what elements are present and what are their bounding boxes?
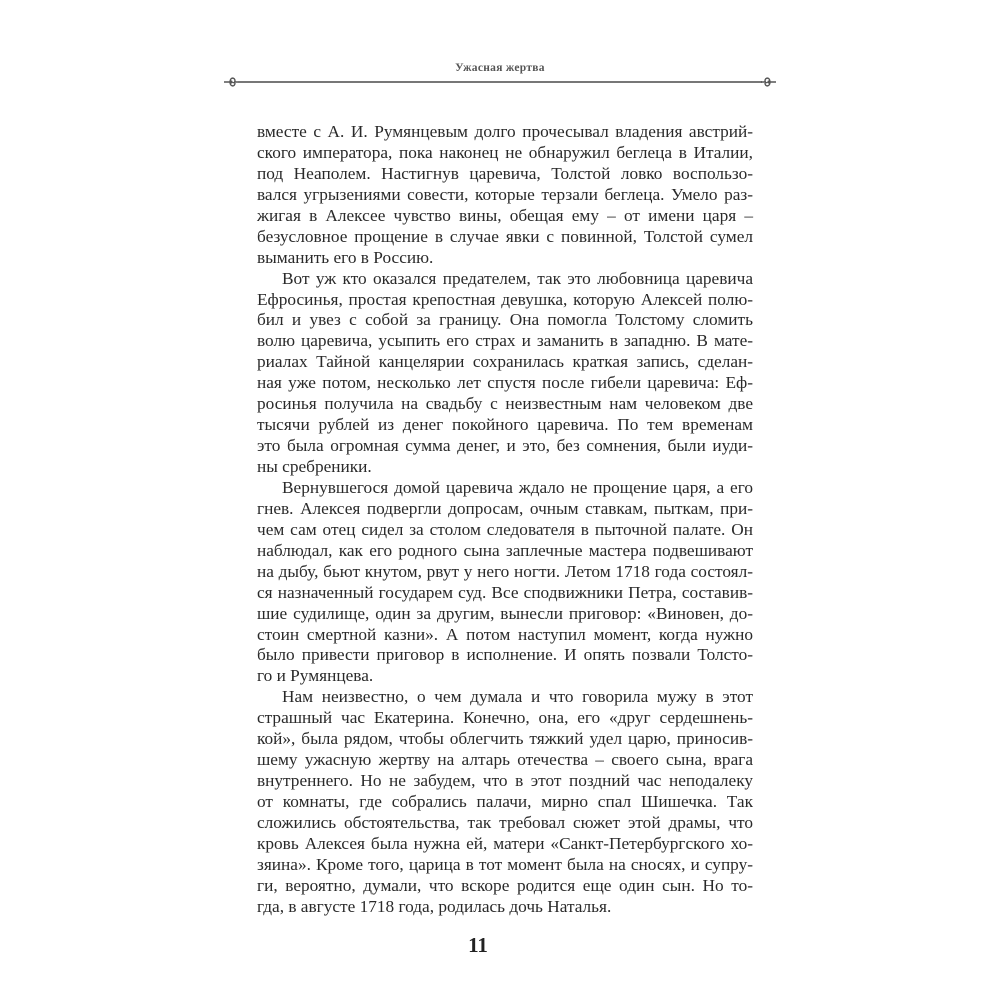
text-line: ги, вероятно, думали, что вскоре родится еще один сын. Но то- xyxy=(257,875,753,895)
text-line: было привести приговор в исполнение. И опять позвали Толсто- xyxy=(257,645,753,665)
ornament-right-icon xyxy=(760,74,778,90)
text-line: бил и увез с собой за границу. Она помогла Толстому сломить xyxy=(257,310,753,330)
page-number: 11 xyxy=(468,933,488,957)
text-line: вался угрызениями совести, которые терзали беглеца. Умело раз- xyxy=(257,184,753,204)
text-line: ны сребреники. xyxy=(257,457,372,476)
text-line: Ефросинья, простая крепостная девушка, которую Алексей полю- xyxy=(257,289,753,309)
text-line: внутреннего. Но не забудем, что в этот поздний час неподалеку xyxy=(257,771,753,791)
text-line: наблюдал, как его родного сына заплечные мастера подвешивают xyxy=(257,540,753,560)
text-line: гда, в августе 1718 года, родилась дочь Наталья. xyxy=(257,896,612,916)
text-line: под Неаполем. Настигнув царевича, Толстой ловко воспользо- xyxy=(257,163,753,183)
text-line: тысячи рублей из денег покойного царевича. По тем временам xyxy=(257,415,753,435)
text-line: шему ужасную жертву на алтарь отечества – своего сына, врага xyxy=(257,750,753,770)
text-line: росинья получила на свадьбу с неизвестным нам человеком две xyxy=(257,394,753,414)
text-line: сложились обстоятельства, так требовал сюжет этой драмы, что xyxy=(257,812,753,832)
text-line: ского императора, пока наконец не обнаружил беглеца в Италии, xyxy=(257,142,753,162)
text-line: волю царевича, усыпить его страх и заманить в западню. В мате- xyxy=(257,331,753,351)
text-line: риалах Тайной канцелярии сохранилась краткая запись, сделан- xyxy=(257,352,753,372)
text-line: Вернувшегося домой царевича ждало не прощение царя, а его xyxy=(282,477,753,497)
text-line: чем сам отец сидел за столом следователя в пыточной палате. Он xyxy=(257,519,753,539)
text-line: безусловное прощение в случае явки с повинной, Толстой сумел xyxy=(257,226,753,246)
body-text xyxy=(257,122,753,918)
text-line: го и Румянцева. xyxy=(257,666,374,686)
text-line: зяина». Кроме того, царица в тот момент была на сносях, и супру- xyxy=(257,854,753,874)
text-line: кой», была рядом, чтобы облегчить тяжкий удел царю, приносив- xyxy=(257,729,753,749)
text-line: на дыбу, бьют кнутом, рвут у него ногти. Летом 1718 года состоял- xyxy=(257,561,753,581)
running-header xyxy=(222,58,778,94)
text-line: кровь Алексея была нужна ей, матери «Санкт-Петербургского хо- xyxy=(257,833,753,853)
text-line: Вот уж кто оказался предателем, так это любовница царевича xyxy=(282,268,753,288)
text-line: это была огромная сумма денег, и это, без сомнения, были иуди- xyxy=(257,436,753,456)
text-line: от комнаты, где собрались палачи, мирно спал Шишечка. Так xyxy=(257,792,753,811)
text-line: ся назначенный государем суд. Все сподвижники Петра, составив- xyxy=(257,582,753,602)
running-title: Ужасная жертва xyxy=(455,62,545,74)
text-line: шие судилище, один за другим, вынесли приговор: «Виновен, до- xyxy=(257,603,753,623)
text-line: ная уже потом, несколько лет спустя после гибели царевича: Еф- xyxy=(257,373,753,393)
header-rule xyxy=(238,81,762,83)
text-line: Нам неизвестно, о чем думала и что говорила мужу в этот xyxy=(282,687,753,707)
text-line: гнев. Алексея подвергли допросам, очным ставкам, пыткам, при- xyxy=(257,498,753,518)
text-line: страшный час Екатерина. Конечно, она, его «друг сердешнень- xyxy=(257,708,753,728)
text-line: стоин смертной казни». А потом наступил момент, когда нужно xyxy=(257,624,753,644)
text-line: жигая в Алексее чувство вины, обещая ему – от имени царя – xyxy=(257,205,753,225)
text-line: выманить его в Россию. xyxy=(257,247,434,267)
text-line: вместе с А. И. Румянцевым долго прочесывал владения австрий- xyxy=(257,122,753,141)
